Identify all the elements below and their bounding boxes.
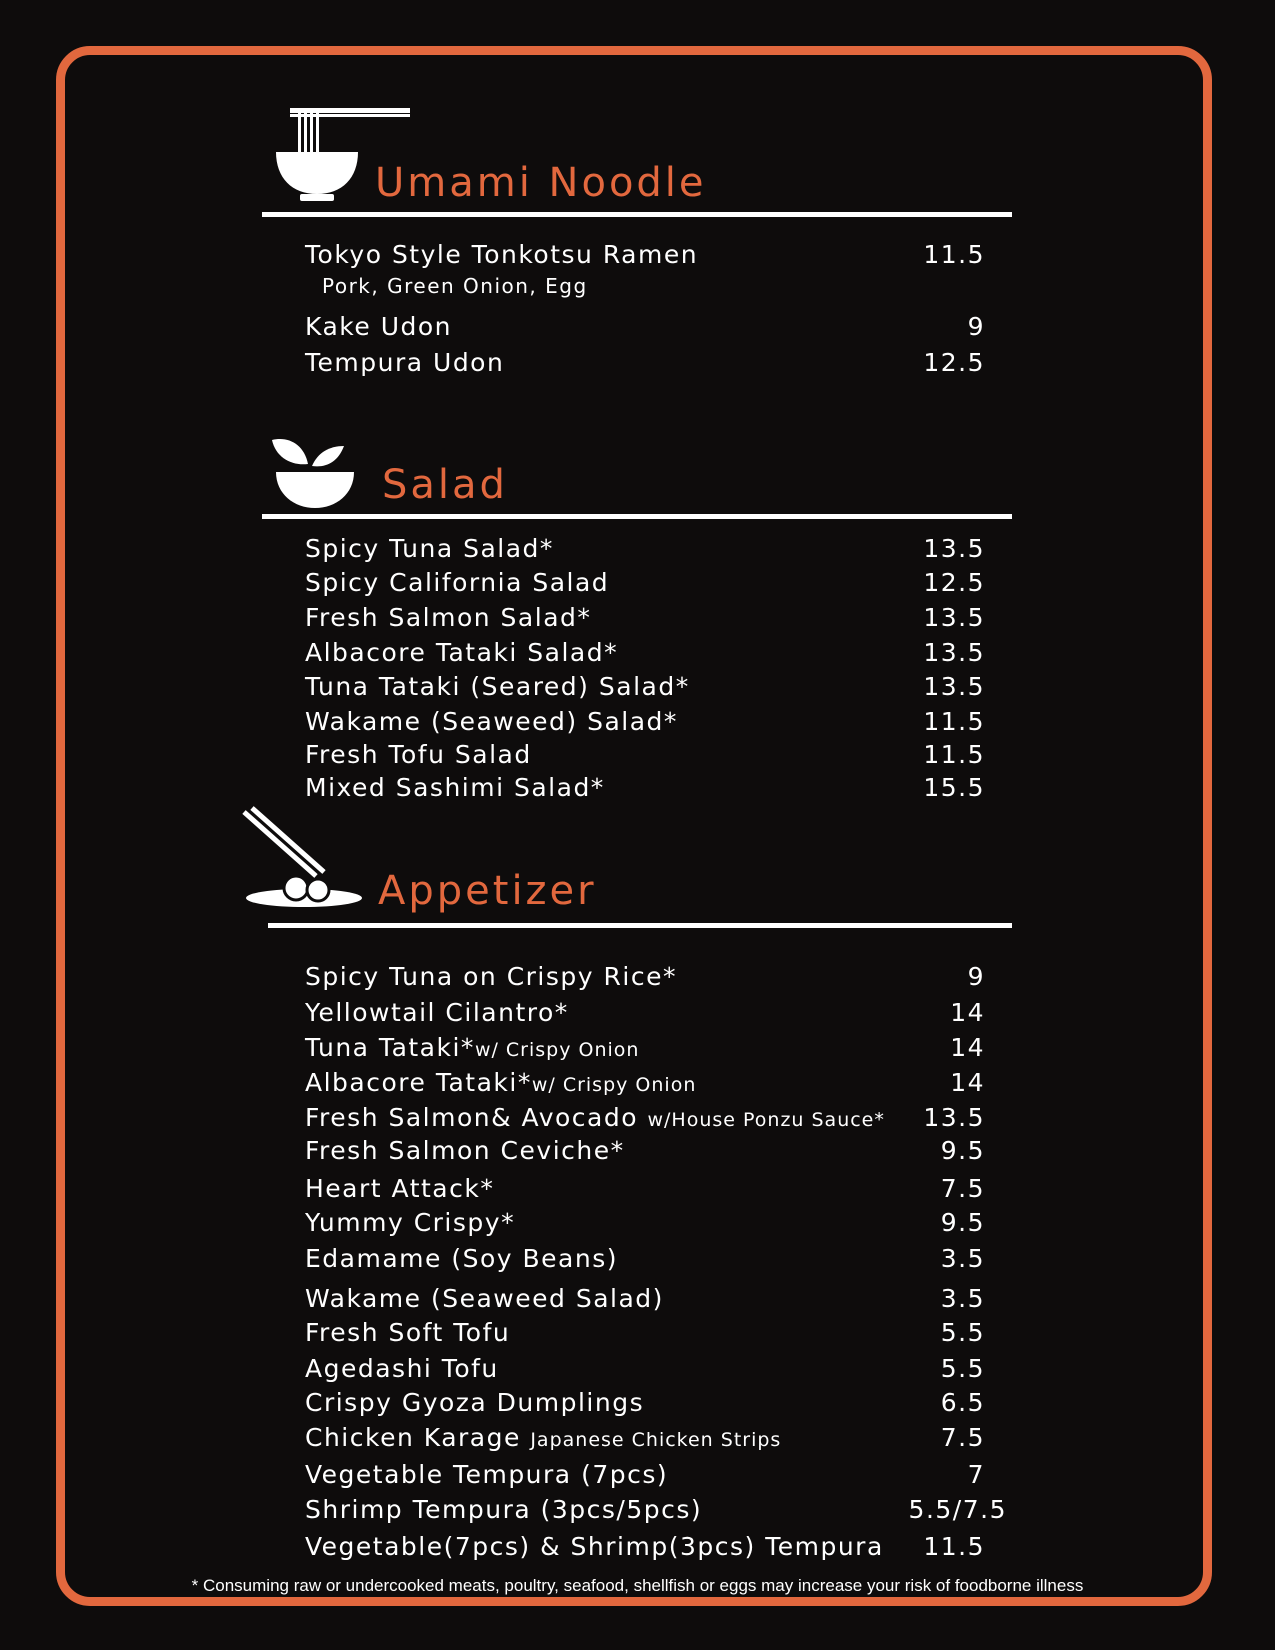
item-price: 11.5	[923, 1532, 985, 1561]
list-item	[305, 672, 985, 702]
item-price: 13.5	[923, 534, 985, 563]
item-name: Tempura Udon	[305, 348, 505, 377]
item-name: Yummy Crispy*	[305, 1208, 516, 1237]
item-price: 9	[967, 312, 985, 341]
item-price: 5.5/7.5	[908, 1495, 1007, 1524]
item-price: 9.5	[940, 1208, 985, 1237]
list-item	[305, 1103, 985, 1133]
item-note: w/ Crispy Onion	[474, 1039, 640, 1061]
item-price: 3.5	[940, 1244, 985, 1273]
list-item	[305, 1284, 985, 1314]
list-item	[305, 1244, 985, 1274]
list-item	[305, 568, 985, 598]
section-divider-noodle	[262, 212, 1012, 217]
item-note: w/House Ponzu Sauce*	[647, 1109, 885, 1131]
item-name: Spicy Tuna Salad*	[305, 534, 554, 563]
item-name: Albacore Tataki Salad*	[305, 638, 619, 667]
item-name: Chicken Karage Japanese Chicken Strips	[305, 1423, 782, 1452]
section-title-salad: Salad	[382, 462, 508, 508]
section-divider-salad	[262, 514, 1012, 519]
list-item	[305, 1460, 985, 1490]
item-name: Fresh Salmon& Avocado w/House Ponzu Sauce*	[305, 1103, 885, 1132]
list-item	[305, 1068, 985, 1098]
item-name: Fresh Salmon Ceviche*	[305, 1136, 625, 1165]
item-name: Spicy Tuna on Crispy Rice*	[305, 962, 677, 991]
item-price: 7.5	[940, 1423, 985, 1452]
item-price: 13.5	[923, 603, 985, 632]
item-price: 13.5	[923, 638, 985, 667]
item-name: Fresh Tofu Salad	[305, 740, 532, 769]
item-name: Kake Udon	[305, 312, 452, 341]
item-price: 13.5	[923, 672, 985, 701]
item-name: Tuna Tataki (Seared) Salad*	[305, 672, 690, 701]
item-name: Fresh Soft Tofu	[305, 1318, 511, 1347]
item-note: w/ Crispy Onion	[531, 1074, 697, 1096]
item-name: Albacore Tataki*w/ Crispy Onion	[305, 1068, 697, 1097]
item-price: 9	[967, 962, 985, 991]
list-item	[305, 962, 985, 992]
list-item	[305, 1136, 985, 1166]
list-item	[305, 1318, 985, 1348]
item-name: Shrimp Tempura (3pcs/5pcs)	[305, 1495, 703, 1524]
item-price: 12.5	[923, 568, 985, 597]
item-price: 14	[950, 1068, 985, 1097]
list-item	[305, 348, 985, 378]
item-price: 11.5	[923, 740, 985, 769]
chopsticks-plate-icon	[240, 806, 370, 916]
item-price: 7	[967, 1460, 985, 1489]
section-title-appetizer: Appetizer	[378, 868, 597, 914]
item-name: Tuna Tataki*w/ Crispy Onion	[305, 1033, 640, 1062]
item-name: Fresh Salmon Salad*	[305, 603, 592, 632]
list-item	[305, 1354, 985, 1384]
list-item	[305, 773, 985, 803]
list-item	[305, 638, 985, 668]
list-item	[305, 707, 985, 737]
item-price: 7.5	[940, 1174, 985, 1203]
item-name: Wakame (Seaweed Salad)	[305, 1284, 664, 1313]
item-price: 11.5	[923, 240, 985, 269]
list-item	[305, 740, 985, 770]
list-item	[305, 1174, 985, 1204]
list-item	[305, 1423, 985, 1453]
section-title-noodle: Umami Noodle	[375, 160, 707, 206]
item-name: Mixed Sashimi Salad*	[305, 773, 605, 802]
list-item	[305, 240, 985, 270]
item-name: Edamame (Soy Beans)	[305, 1244, 618, 1273]
item-price: 5.5	[940, 1354, 985, 1383]
list-item	[305, 1208, 985, 1238]
footnote-warning: * Consuming raw or undercooked meats, poultry, seafood, shellfish or eggs may increase your risk of foodborne illness	[191, 1576, 1084, 1595]
item-name: Heart Attack*	[305, 1174, 495, 1203]
item-name: Crispy Gyoza Dumplings	[305, 1388, 645, 1417]
item-price: 14	[950, 998, 985, 1027]
salad-bowl-icon	[268, 434, 368, 514]
item-price: 13.5	[923, 1103, 985, 1132]
list-item	[305, 1495, 1007, 1525]
item-description: Pork, Green Onion, Egg	[322, 274, 588, 298]
item-price: 9.5	[940, 1136, 985, 1165]
item-price: 11.5	[923, 707, 985, 736]
item-name: Vegetable(7pcs) & Shrimp(3pcs) Tempura	[305, 1532, 884, 1561]
item-price: 12.5	[923, 348, 985, 377]
list-item	[305, 534, 985, 564]
item-name: Tokyo Style Tonkotsu Ramen	[305, 240, 699, 269]
list-item	[305, 1532, 985, 1562]
item-price: 6.5	[940, 1388, 985, 1417]
item-price: 14	[950, 1033, 985, 1062]
item-price: 15.5	[923, 773, 985, 802]
list-item	[305, 1388, 985, 1418]
item-name: Agedashi Tofu	[305, 1354, 499, 1383]
item-name: Spicy California Salad	[305, 568, 610, 597]
list-item	[305, 998, 985, 1028]
list-item	[305, 1033, 985, 1063]
item-name: Vegetable Tempura (7pcs)	[305, 1460, 669, 1489]
list-item	[305, 603, 985, 633]
item-price: 5.5	[940, 1318, 985, 1347]
item-price: 3.5	[940, 1284, 985, 1313]
item-note: Japanese Chicken Strips	[530, 1429, 782, 1451]
item-name: Yellowtail Cilantro*	[305, 998, 569, 1027]
item-name: Wakame (Seaweed) Salad*	[305, 707, 678, 736]
section-divider-appetizer	[268, 923, 1012, 928]
list-item	[305, 312, 985, 342]
